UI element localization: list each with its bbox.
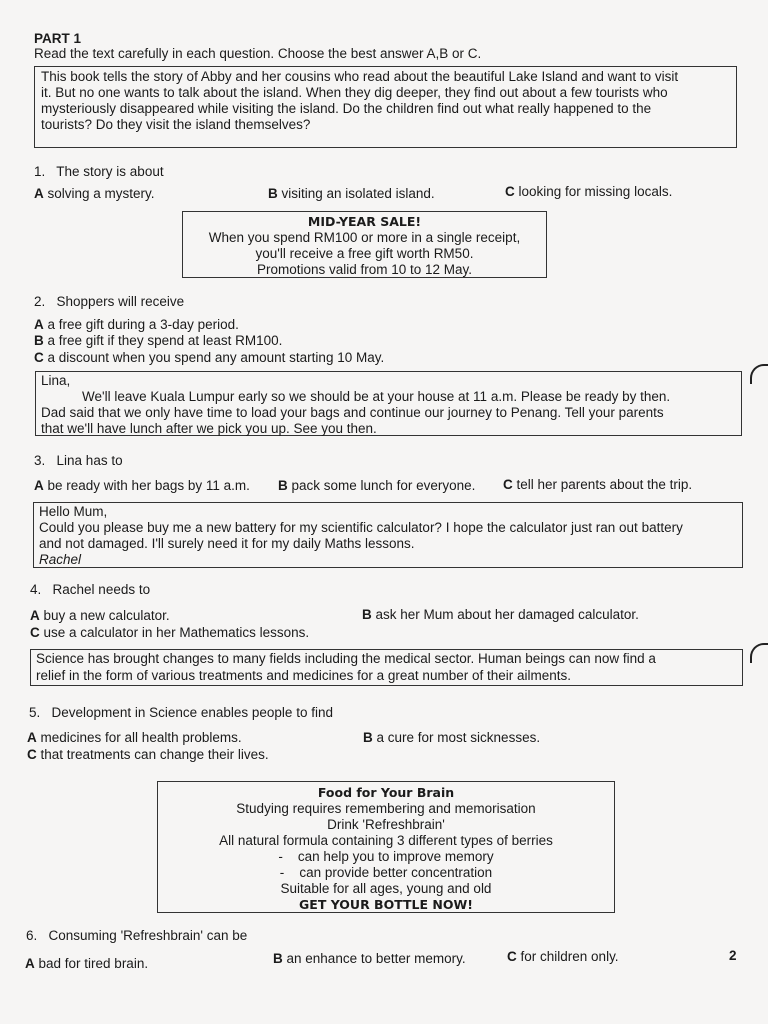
question-stem: Lina has to (56, 453, 123, 468)
question-2 (34, 294, 184, 310)
instruction-text: Read the text carefully in each question. Choose the best answer A,B or C. (34, 46, 482, 61)
sale-title: MID-YEAR SALE! (307, 214, 422, 229)
q5-option-b[interactable]: B a cure for most sicknesses. (363, 730, 541, 745)
ad-line: Studying requires remembering and memorisation (236, 801, 536, 816)
note-line: We'll leave Kuala Lumpur early so we should be at your house at 11 a.m. Please be ready by then. (82, 389, 671, 404)
q1-option-a[interactable]: A solving a mystery. (34, 186, 155, 201)
question-stem: Rachel needs to (52, 582, 151, 597)
ad-cta: GET YOUR BOTTLE NOW! (299, 897, 473, 912)
q6-option-c[interactable]: C for children only. (507, 949, 619, 964)
question-stem: Shoppers will receive (56, 294, 185, 309)
q2-option-c[interactable]: C a discount when you spend any amount starting 10 May. (34, 350, 385, 365)
note-line: that we'll have lunch after we pick you up. See you then. (41, 421, 377, 436)
passage-book (34, 66, 737, 148)
ad-line: All natural formula containing 3 different types of berries (219, 833, 553, 848)
q4-option-a[interactable]: A buy a new calculator. (30, 608, 170, 623)
question-number: 1. (34, 164, 46, 179)
q6-option-a[interactable]: A bad for tired brain. (25, 956, 149, 971)
sale-line: you'll receive a free gift worth RM50. (255, 246, 474, 261)
question-number: 4. (30, 582, 42, 597)
note-lina (35, 371, 742, 436)
q4-option-c[interactable]: C use a calculator in her Mathematics lessons. (30, 625, 310, 640)
q1-option-c[interactable]: C looking for missing locals. (505, 184, 673, 199)
q4-option-b[interactable]: B ask her Mum about her damaged calculator. (362, 607, 639, 622)
passage-line: tourists? Do they visit the island themselves? (41, 117, 311, 132)
note-line: and not damaged. I'll surely need it for my daily Maths lessons. (39, 536, 415, 551)
note-line: Dad said that we only have time to load your bags and continue our journey to Penang. Tell your parents (41, 405, 664, 420)
ad-line: Drink 'Refreshbrain' (327, 817, 445, 832)
page-number: 2 (729, 948, 737, 963)
q2-option-a[interactable]: A a free gift during a 3-day period. (34, 317, 239, 332)
sale-line: Promotions valid from 10 to 12 May. (256, 262, 473, 277)
question-stem: Consuming 'Refreshbrain' can be (48, 928, 248, 943)
passage-line: Science has brought changes to many fields including the medical sector. Human beings can now find a (36, 651, 656, 666)
passage-line: This book tells the story of Abby and her cousins who read about the beautiful Lake Island and want to visit (41, 69, 679, 84)
q3-option-c[interactable]: C tell her parents about the trip. (503, 477, 693, 492)
sale-line: When you spend RM100 or more in a single receipt, (208, 230, 521, 245)
question-5 (29, 705, 333, 721)
q2-option-b[interactable]: B a free gift if they spend at least RM100. (34, 333, 283, 348)
question-1 (34, 164, 164, 180)
ad-bullet: - can provide better concentration (279, 865, 493, 880)
question-number: 6. (26, 928, 38, 943)
question-number: 5. (29, 705, 41, 720)
q1-option-b[interactable]: B visiting an isolated island. (268, 186, 435, 201)
passage-line: mysteriously disappeared while visiting the island. Do the children find out what really happened to the (41, 101, 652, 116)
sale-notice (182, 211, 547, 278)
ad-line: Suitable for all ages, young and old (280, 881, 492, 896)
q5-option-c[interactable]: C that treatments can change their lives. (27, 747, 269, 762)
question-3 (34, 453, 123, 469)
question-number: 2. (34, 294, 46, 309)
q6-option-b[interactable]: B an enhance to better memory. (273, 951, 466, 966)
note-greeting: Lina, (41, 373, 71, 388)
refreshbrain-ad (157, 781, 615, 913)
binder-ring-mark (750, 364, 768, 384)
passage-science (30, 649, 743, 686)
q3-option-a[interactable]: A be ready with her bags by 11 a.m. (34, 478, 250, 493)
question-6 (26, 928, 247, 944)
question-4 (30, 582, 150, 598)
passage-line: it. But no one wants to talk about the island. When they dig deeper, they find out about a few tourists who (41, 85, 668, 100)
note-line: Could you please buy me a new battery for my scientific calculator? I hope the calculator just ran out battery (39, 520, 683, 535)
binder-ring-mark (750, 643, 768, 663)
note-greeting: Hello Mum, (39, 504, 108, 519)
ad-title: Food for Your Brain (317, 785, 455, 800)
question-stem: Development in Science enables people to find (51, 705, 333, 720)
ad-bullet: - can help you to improve memory (278, 849, 494, 864)
note-signature: Rachel (39, 552, 82, 567)
question-number: 3. (34, 453, 46, 468)
passage-line: relief in the form of various treatments and medicines for a great number of their ailments. (36, 668, 571, 683)
q5-option-a[interactable]: A medicines for all health problems. (27, 730, 242, 745)
part-heading: PART 1 (34, 31, 82, 46)
question-stem: The story is about (56, 164, 164, 179)
note-rachel (33, 502, 743, 568)
q3-option-b[interactable]: B pack some lunch for everyone. (278, 478, 476, 493)
